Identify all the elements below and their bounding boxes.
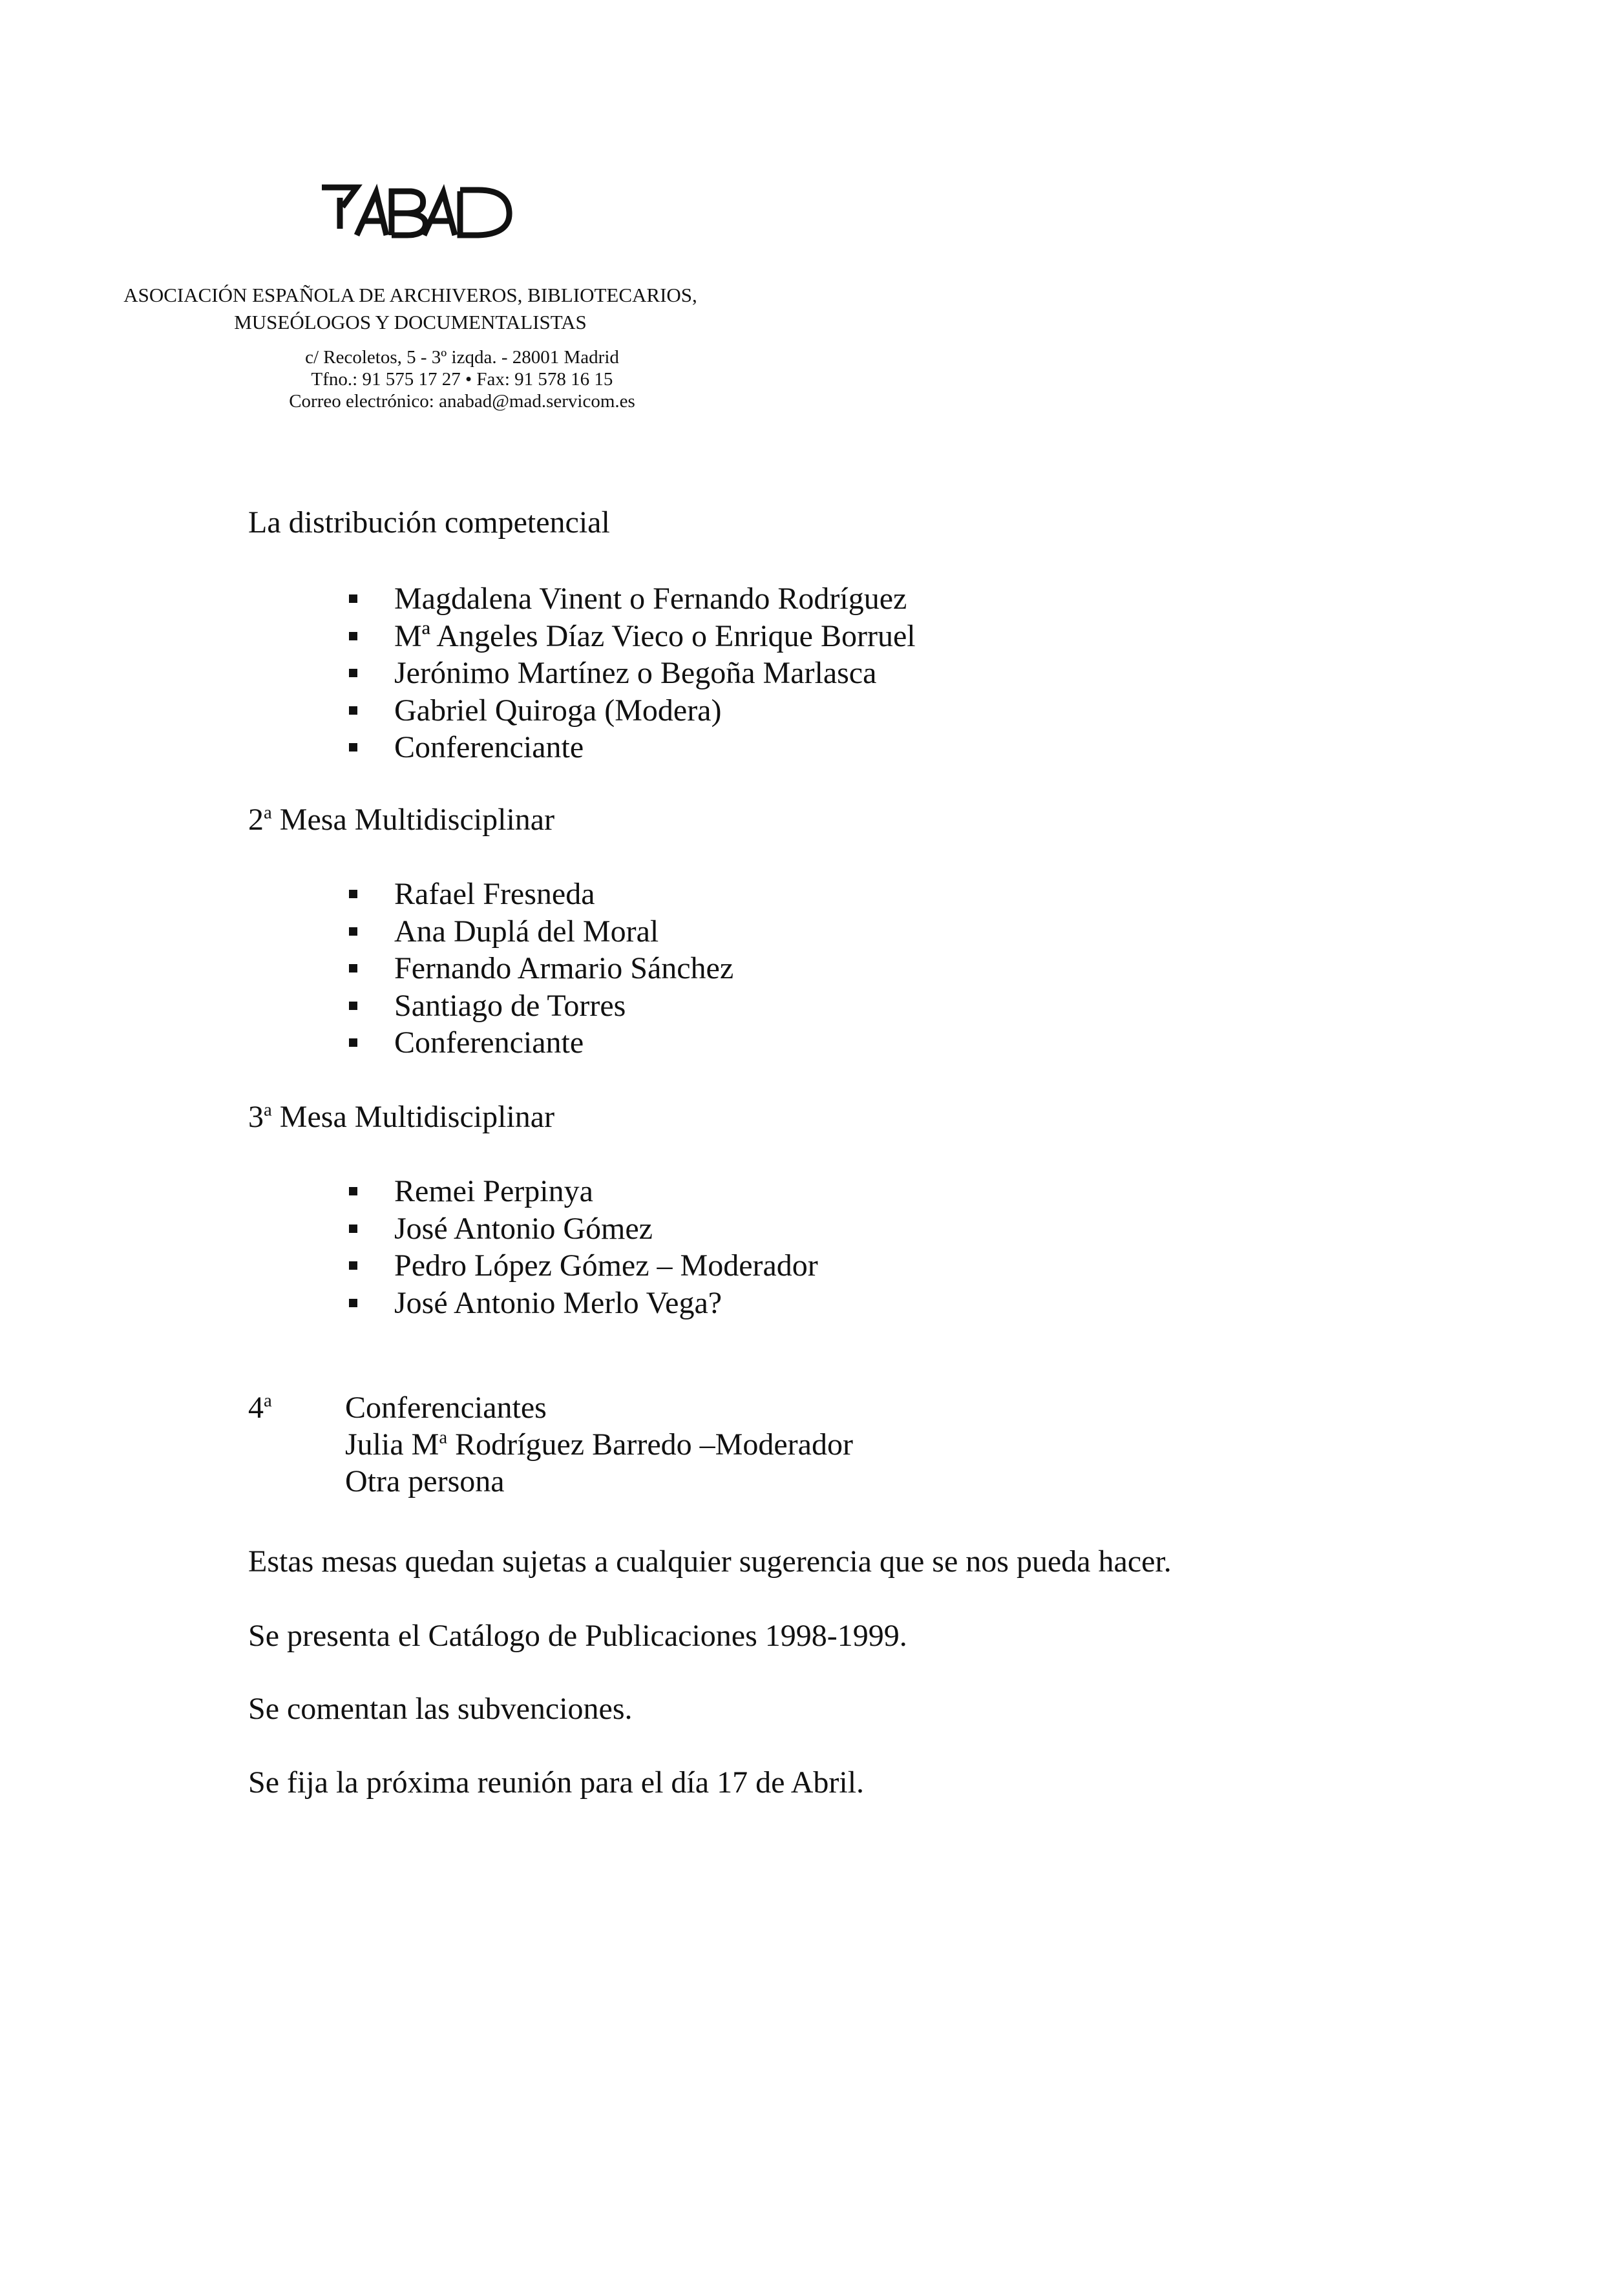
list-item: Mª Angeles Díaz Vieco o Enrique Borruel — [343, 618, 916, 655]
section-4-line-1: Conferenciantes — [345, 1391, 547, 1425]
section-3-title: Mesa Multidisciplinar — [271, 1100, 555, 1134]
section-2-ordinal: a — [264, 802, 272, 823]
email-address: Correo electrónico: anabad@mad.servicom.es — [289, 391, 635, 412]
phone-fax: Tfno.: 91 575 17 27 • Fax: 91 578 16 15 — [311, 369, 613, 390]
section-3-number: 3 — [248, 1100, 264, 1134]
list-item: Jerónimo Martínez o Begoña Marlasca — [343, 655, 916, 692]
paragraph: Se comentan las subvenciones. — [248, 1692, 633, 1726]
list-item: Gabriel Quiroga (Modera) — [343, 692, 916, 730]
section-2-number: 2 — [248, 803, 264, 837]
section-4-line-2: Julia $M^a$ Rodríguez Barredo –Moderador — [345, 1427, 853, 1462]
section-3-heading — [248, 1098, 554, 1135]
section-1-list — [343, 580, 916, 766]
section-4-lines — [345, 1389, 853, 1500]
organization-name — [97, 282, 724, 336]
list-item: Conferenciante — [343, 729, 916, 766]
list-item: José Antonio Gómez — [343, 1210, 818, 1248]
list-item: Remei Perpinya — [343, 1173, 818, 1210]
section-4-number: 4$^a$ — [248, 1390, 272, 1425]
list-item: Magdalena Vinent o Fernando Rodríguez — [343, 580, 916, 618]
paragraph: Estas mesas quedan sujetas a cualquier sugerencia que se nos pueda hacer. — [248, 1544, 1172, 1579]
list-item: Conferenciante — [343, 1024, 733, 1062]
list-item: José Antonio Merlo Vega? — [343, 1285, 818, 1322]
section-4-line-3: Otra persona — [345, 1464, 505, 1498]
postal-address: c/ Recoletos, 5 - 3º izqda. - 28001 Madrid — [305, 347, 619, 368]
section-2-title: Mesa Multidisciplinar — [271, 803, 555, 837]
list-item: Santiago de Torres — [343, 987, 733, 1025]
list-item: Ana Duplá del Moral — [343, 913, 733, 951]
anabad-logo — [317, 173, 523, 251]
contact-block — [97, 346, 827, 412]
paragraph: Se fija la próxima reunión para el día 17 de Abril. — [248, 1765, 865, 1800]
paragraph: Se presenta el Catálogo de Publicaciones 1998-1999. — [248, 1619, 907, 1653]
list-item: Rafael Fresneda — [343, 876, 733, 913]
org-name-line-2: MUSEÓLOGOS Y DOCUMENTALISTAS — [234, 311, 587, 333]
section-2-list — [343, 876, 733, 1062]
list-item: Pedro López Gómez – Moderador — [343, 1247, 818, 1285]
section-3-ordinal: a — [264, 1099, 272, 1120]
list-item: Fernando Armario Sánchez — [343, 950, 733, 987]
org-name-line-1: ASOCIACIÓN ESPAÑOLA DE ARCHIVEROS, BIBLIOTECARIOS, — [123, 284, 697, 306]
section-3-list — [343, 1173, 818, 1321]
section-1-heading: La distribución competencial — [248, 505, 610, 540]
section-2-heading — [248, 801, 554, 838]
